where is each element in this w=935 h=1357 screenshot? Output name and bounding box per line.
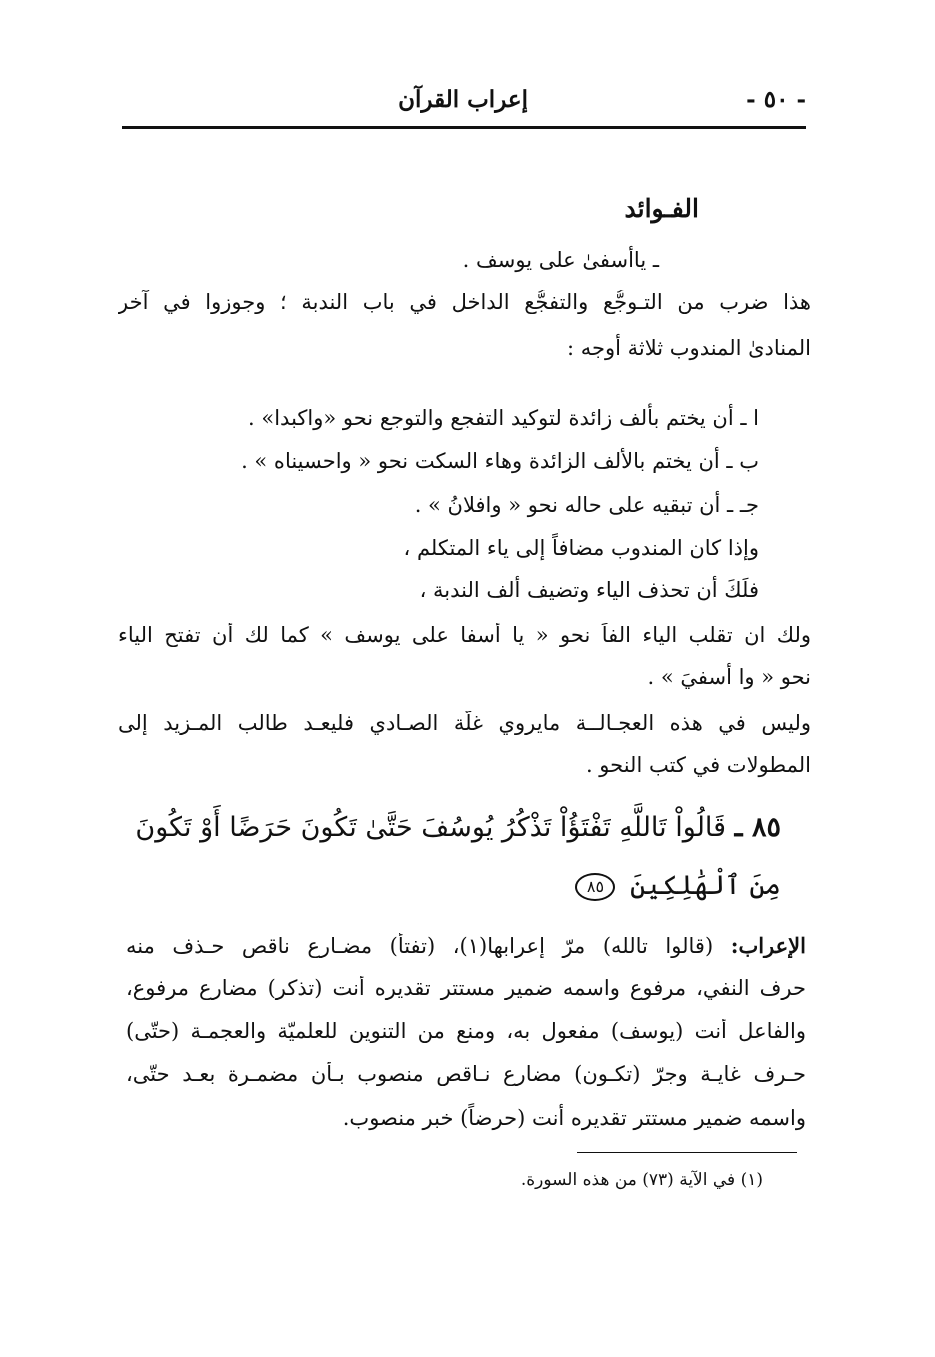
fawaid-line: نحو « وا أسفيَ » .: [647, 665, 811, 689]
verse-line-1: [135, 812, 781, 843]
footnote-divider: [577, 1152, 797, 1153]
fawaid-line: جـ ـ أن تبقيه على حاله نحو « وافلانُ » .: [414, 493, 759, 517]
fawaid-line: المطولات في كتب النحو .: [585, 753, 811, 777]
irab-label: الإعراب:: [730, 933, 806, 958]
fawaid-line: ب ـ أن يختم بالألف الزائدة وهاء السكت نحو « واحسيناه » .: [241, 449, 759, 473]
ayah-end-marker: ٨٥: [575, 873, 615, 901]
fawaid-line: وإذا كان المندوب مضافاً إلى ياء المتكلم ،: [403, 536, 759, 560]
fawaid-line: ا ـ أن يختم بألف زائدة لتوكيد التفجع والتوجع نحو «واكبدا» .: [248, 406, 759, 430]
header-divider: [122, 126, 806, 129]
page-header: [122, 86, 806, 126]
fawaid-line: فلَكَ أن تحذف الياء وتضيف ألف الندبة ،: [419, 578, 759, 602]
page-number: - ٥٠ -: [746, 86, 806, 113]
irab-line: [126, 933, 806, 958]
fawaid-line: المنادىٰ المندوب ثلاثة أوجه :: [566, 336, 811, 360]
verse-text: مِنَ ٱلْهَٰلِكِينَ: [630, 870, 781, 901]
irab-line: حرف النفي، مرفوع واسمه ضمير مستتر تقديره أنت (تذكر) مضارع مرفوع،: [126, 976, 806, 1000]
verse-number: ٨٥ ـ: [734, 812, 781, 843]
book-title: إعراب القرآن: [398, 86, 528, 113]
irab-line: والفاعل أنت (يوسف) مفعول به، ومنع من التنوين للعلميّة والعجمـة (حتّى): [126, 1019, 806, 1043]
fawaid-line: وليس في هذه العجـالــة مايروي غلَّة الصـادي فليعـد طالب المـزيد إلى: [118, 711, 811, 735]
fawaid-line: هذا ضرب من التـوجُّع والتفجُّع الداخل في باب الندبة ؛ وجوزوا في آخر: [118, 290, 811, 314]
irab-line: حـرف غايـة وجرّ (تكـون) مضارع نـاقص منصوب بـأن مضمـرة بعـد حتّى،: [126, 1062, 806, 1086]
fawaid-line: ولك ان تقلب الياء الفاً نحو « يا أسفا على يوسف » كما لك أن تفتح الياء: [118, 623, 811, 647]
footnote: (١) في الآية (٧٣) من هذه السورة.: [520, 1170, 763, 1190]
section-title: الفـوائد: [624, 194, 699, 223]
irab-text: (قالوا تالله) مرّ إعرابها(١)، (تفتأ) مضـارع ناقص حـذف منه: [126, 934, 714, 958]
fawaid-line: ـ ياأسفىٰ على يوسف .: [462, 248, 659, 272]
verse-line-2: [575, 870, 781, 901]
verse-text: قَالُواْ تَاللَّهِ تَفْتَؤُاْ تَذْكُرُ يُوسُفَ حَتَّىٰ تَكُونَ حَرَضًا أَوْ تَكُونَ: [135, 812, 727, 843]
irab-line: واسمه ضمير مستتر تقديره أنت (حرضاً) خبر منصوب.: [342, 1106, 806, 1130]
